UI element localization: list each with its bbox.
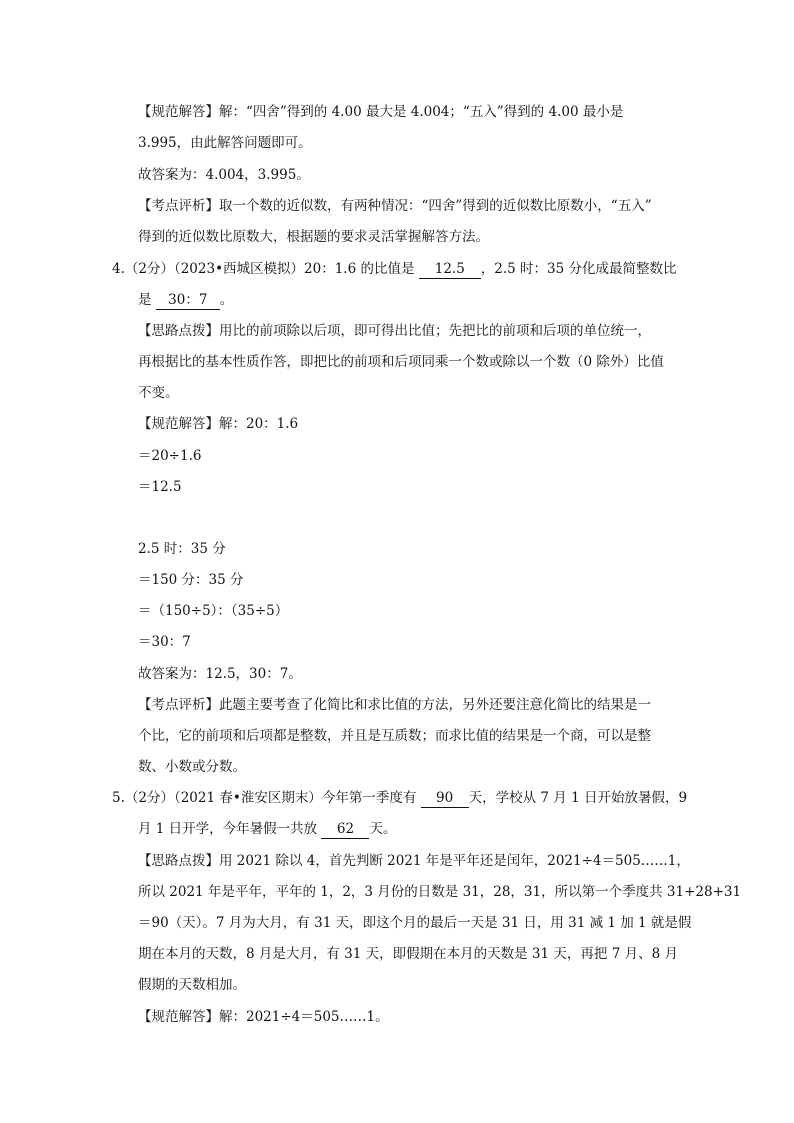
section-tag: 【规范解答】 (138, 1009, 219, 1025)
line-text: ＝20÷1.6 (138, 448, 202, 464)
line-text: 个比，它的前项和后项都是整数，并且是互质数；而求比值的结果是一个商，可以是整 (138, 728, 651, 744)
line-text: 数、小数或分数。 (138, 759, 246, 775)
solution-line-3 (138, 477, 182, 497)
line-text: 所以 2021 年是平年，平年的 1，2，3 月份的日数是 31，28，31，所以第一个季度共 31+28+31 (138, 884, 742, 900)
hint-line-6 (138, 913, 691, 933)
line-text: ＝90（天）。7 月为大月，有 31 天，即这个月的最后一天是 31 日，用 31 减 1 加 1 就是假 (138, 915, 692, 931)
line-text: ＝30：7 (138, 634, 191, 650)
answer-blank: 12.5 (419, 261, 481, 279)
section-tag: 【规范解答】 (138, 416, 219, 432)
line-text: 故答案为：4.004，3.995。 (138, 167, 310, 183)
question-text: 天，学校从 7 月 1 日开始放暑假，9 (468, 790, 688, 806)
answer-line-2 (138, 133, 312, 153)
line-text: ＝150 分：35 分 (138, 572, 244, 588)
answer-summary (138, 664, 302, 684)
line-text: 此题主要考查了化简比和求比值的方法，另外还要注意化简比的结果是一 (219, 697, 651, 713)
answer-line-1 (138, 102, 623, 122)
answer-blank: 62 (321, 821, 369, 839)
line-text: 取一个数的近似数，有两种情况：“四舍”得到的近似数比原数小，“五入” (219, 198, 652, 214)
answer-line-3 (138, 165, 310, 185)
question-5-line-2 (138, 819, 396, 839)
analysis-line-2 (138, 227, 489, 247)
hint-line-7 (138, 944, 678, 964)
question-text: 天。 (369, 821, 397, 837)
analysis-line-4 (138, 726, 651, 746)
analysis-line-5 (138, 757, 246, 777)
question-text: 。 (219, 292, 234, 308)
solution-line-4 (138, 539, 226, 559)
section-tag: 【考点评析】 (138, 697, 219, 713)
solution-line-2 (138, 446, 201, 466)
section-tag: 【规范解答】 (138, 104, 219, 120)
solution-line-5 (138, 570, 244, 590)
hint-line-8 (138, 975, 246, 995)
hint-line-1 (138, 321, 651, 341)
line-text: 得到的近似数比原数大，根据题的要求灵活掌握解答方法。 (138, 229, 489, 245)
line-text: ＝12.5 (138, 479, 182, 495)
question-text: 月 1 日开学，今年暑假一共放 (138, 821, 322, 837)
solution-line-6 (138, 601, 288, 621)
question-text: 5.（2分）（2021 春•淮安区期末）今年第一季度有 (112, 790, 421, 806)
solution-line-1 (138, 414, 298, 434)
line-text: ＝（150÷5）：（35÷5） (138, 603, 289, 619)
section-tag: 【考点评析】 (138, 198, 219, 214)
hint-line-5 (138, 882, 741, 902)
solution-line-7 (138, 632, 191, 652)
line-text: 期在本月的天数，8 月是大月，有 31 天，即假期在本月的天数是 31 天，再把 7 月、8 月 (138, 946, 678, 962)
hint-line-4 (138, 851, 690, 871)
question-4-line-2 (138, 290, 233, 310)
solution-line-8 (138, 1007, 389, 1027)
line-text: 再根据比的基本性质作答，即把比的前项和后项同乘一个数或除以一个数（0 除外）比值 (138, 354, 664, 370)
line-text: 假期的天数相加。 (138, 977, 246, 993)
hint-line-3 (138, 383, 179, 403)
line-text: 用 2021 除以 4，首先判断 2021 年是平年还是闰年，2021÷4＝505……1， (219, 853, 690, 869)
hint-line-2 (138, 352, 664, 372)
answer-blank: 30：7 (156, 292, 220, 310)
line-text: 解：“四舍”得到的 4.00 最大是 4.004；“五入”得到的 4.00 最小是 (219, 104, 624, 120)
line-text: 用比的前项除以后项，即可得出比值；先把比的前项和后项的单位统一， (219, 323, 651, 339)
question-4-line-1 (112, 259, 677, 279)
answer-blank: 90 (421, 790, 469, 808)
section-tag: 【思路点拨】 (138, 323, 219, 339)
analysis-line-1 (138, 196, 652, 216)
question-5-line-1 (112, 788, 687, 808)
question-text: ，2.5 时：35 分化成最简整数比 (480, 261, 677, 277)
line-text: 3.995，由此解答问题即可。 (138, 135, 312, 151)
section-tag: 【思路点拨】 (138, 853, 219, 869)
analysis-line-3 (138, 695, 651, 715)
question-text: 是 (138, 292, 156, 308)
line-text: 解：20：1.6 (219, 416, 299, 432)
line-text: 不变。 (138, 385, 179, 401)
line-text: 故答案为：12.5，30：7。 (138, 666, 302, 682)
question-text: 4.（2分）（2023•西城区模拟）20：1.6 的比值是 (112, 261, 419, 277)
line-text: 2.5 时：35 分 (138, 541, 226, 557)
line-text: 解：2021÷4＝505……1。 (219, 1009, 389, 1025)
